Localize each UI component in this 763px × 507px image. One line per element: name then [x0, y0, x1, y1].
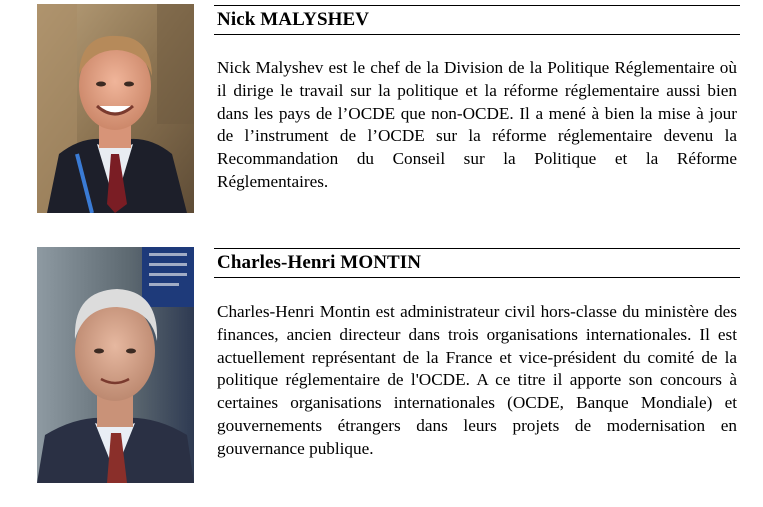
- bio-paragraph: Charles-Henri Montin est administrateur civil hors-classe du ministère des finances, ancien directeur dans trois organisations internationales. Il est actuellement représentant de la France et vice-président du comité de la politique réglementaire de l'OCDE. A ce titre il apporte son concours à certaines organisations internationales (OCDE, Banque Mondiale) et gouvernements étrangers dans leurs projets de modernisation en gouvernance publique.: [217, 302, 737, 458]
- person-name: Nick MALYSHEV: [217, 9, 370, 30]
- bio-paragraph: Nick Malyshev est le chef de la Division de la Politique Réglementaire où il dirige le travail sur la politique et la réforme réglementaire aussi bien dans les pays de l’OCDE que non-OCDE. Il a mené à bien la mise à jour de l’instrument de l’OCDE sur la réforme réglementaire devenu la Recommandation du Conseil sur la Politique et la Réforme Réglementaires.: [217, 58, 737, 191]
- bio-header-rule: [214, 248, 740, 278]
- portrait-photo-malyshev: [37, 4, 194, 213]
- portrait-photo-montin: [37, 247, 194, 483]
- person-name: Charles-Henri MONTIN: [217, 252, 422, 273]
- bio-header-rule: [214, 5, 740, 35]
